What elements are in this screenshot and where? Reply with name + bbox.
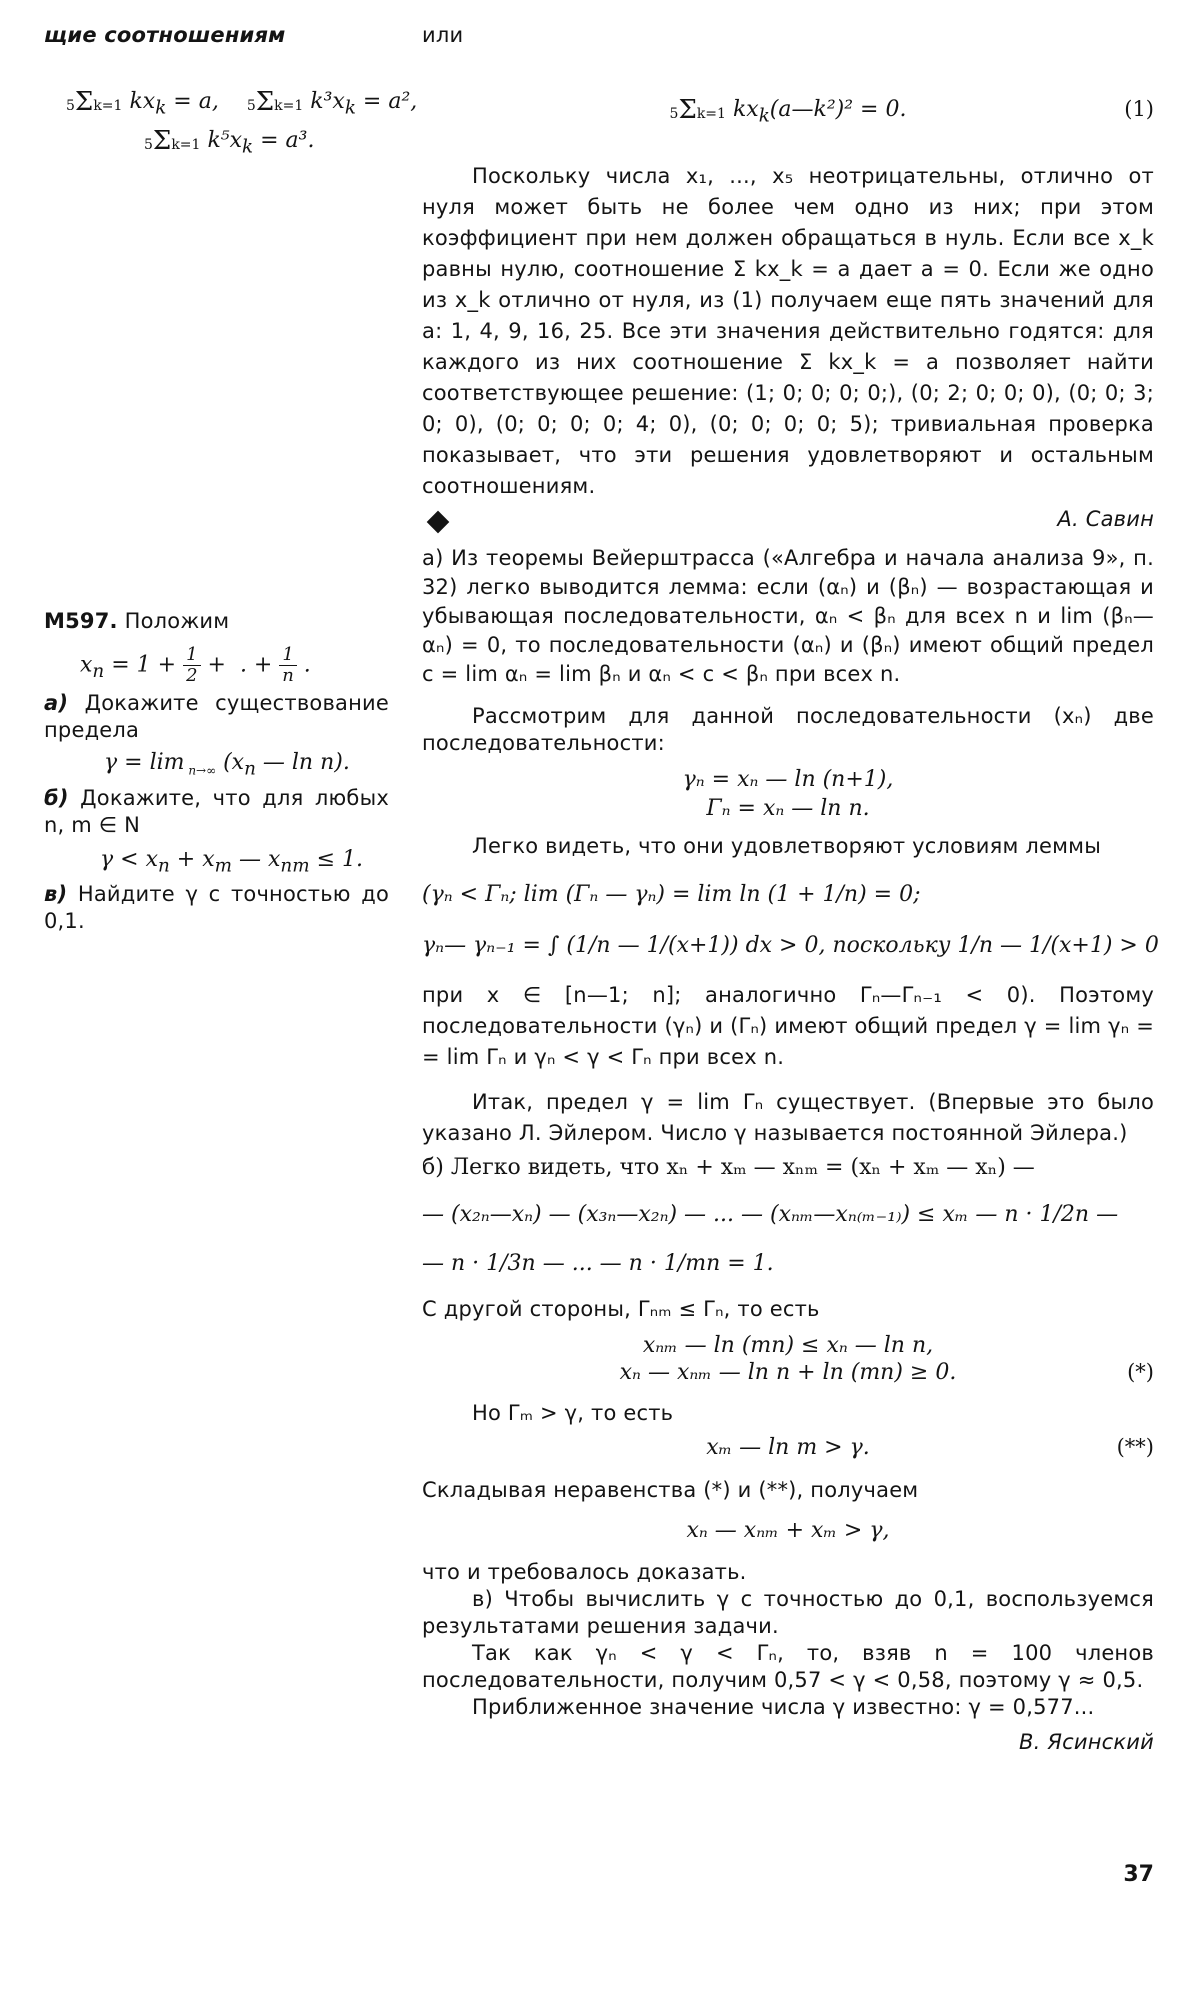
ineq4: xₙ — xₙₘ + xₘ > γ, <box>686 1518 890 1543</box>
top-word: или <box>422 23 464 47</box>
but: Но Γₘ > γ, то есть <box>472 1401 674 1425</box>
left-eq1: 5Σk=1 $kx_k = a$, 5Σk=1 $k^3x_k = a^2$, <box>66 87 418 119</box>
cond1: (γₙ < Γₙ; lim (Γₙ — γₙ) = lim ln (1 + 1/n) = 0; <box>422 882 921 907</box>
part-a-text: Докажите существование предела <box>44 691 389 742</box>
other-side: С другой стороны, Γₙₘ ≤ Γₙ, то есть <box>422 1297 820 1321</box>
tag-star: (*) <box>1127 1360 1154 1384</box>
ineq-b: $\gamma < x_n + x_m$ — $x_{nm} \le 1$. <box>100 847 364 877</box>
approx: Приближенное значение числа γ известно: γ = 0,577... <box>472 1695 1095 1719</box>
tag-star2: (**) <box>1116 1435 1154 1459</box>
part-b-label: б) <box>44 786 69 811</box>
part-b2: — (x₂ₙ—xₙ) — (x₃ₙ—x₂ₙ) — ... — (xₙₘ—xₙ₍ₘ₋₁₎) ≤ xₘ — n · 1/2n — <box>422 1202 1119 1227</box>
right-column <box>422 22 1159 1756</box>
page-number: 37 <box>1123 1862 1154 1887</box>
ineq3: xₘ — ln m > γ. <box>706 1435 870 1460</box>
ineq2-row <box>422 1358 1154 1392</box>
consider: Рассмотрим для данной последовательности (xₙ) две последовательности: <box>422 704 1154 755</box>
para2: при x ∈ [n—1; n]; аналогично Γₙ—Γₙ₋₁ < 0). Поэтому последовательности (γₙ) и (Γₙ) имеют общий предел γ = lim γₙ = = lim Γₙ и γₙ < γ < Γₙ при всех n. <box>422 983 1154 1069</box>
part-c-text: Найдите γ с точностью до 0,1. <box>44 881 389 933</box>
diamond-icon <box>427 511 450 534</box>
ineq3-row <box>422 1427 1154 1473</box>
easy: Легко видеть, что они удовлетворяют условиям леммы <box>472 834 1101 858</box>
part-a <box>44 690 389 744</box>
part-a-label: а) <box>44 691 69 715</box>
part-c-label: в) <box>44 881 68 906</box>
ineq2: xₙ — xₙₘ — ln n + ln (mn) ≥ 0. <box>619 1360 957 1385</box>
problem-id: М597. <box>44 609 118 633</box>
author1: А. Савин <box>1057 507 1154 531</box>
since: Так как γₙ < γ < Γₙ, то, взяв n = 100 членов последовательности, получим 0,57 < γ < 0,58, поэтому γ ≈ 0,5. <box>422 1641 1154 1692</box>
author1-row <box>422 506 1154 538</box>
seq2: Γₙ = xₙ — ln n. <box>706 796 870 821</box>
seq1: γₙ = xₙ — ln (n+1), <box>682 767 894 792</box>
qed: что и требовалось доказать. <box>422 1560 747 1584</box>
lemma-para: а) Из теоремы Вейерштрасса («Алгебра и начала анализа 9», п. 32) легко выводится лемма: если (αₙ) и (βₙ) — возрастающая и убывающая последовательности, αₙ < βₙ для всех n и lim (βₙ—αₙ) = 0, то последовательности (αₙ) и (βₙ) имеют общий предел c = lim αₙ = lim βₙ и αₙ < c < βₙ при всех n. <box>422 546 1154 686</box>
left-column <box>44 22 418 933</box>
para1: Поскольку числа x₁, ..., x₅ неотрицательны, отлично от нуля может быть не более чем одно из них; при этом коэффициент при нем должен обращаться в нуль. Если все x_k равны нулю, соотношение Σ kx_k = a дает a = 0. Если же одно из x_k отлично от нуля, из (1) получаем еще пять значений для a: 1, 4, 9, 16, 25. Все эти значения действительно годятся: для каждого из них соотношение Σ kx_k = a позволяет найти соответствующее решение: (1; 0; 0; 0; 0;), (0; 2; 0; 0; 0), (0; 0; 3; 0; 0), (0; 0; 0; 0; 4; 0), (0; 0; 0; 0; 5); тривиальная проверка показывает, что эти решения удовлетворяют и остальным соотношениям. <box>422 164 1154 498</box>
left-intro: щие соотношениям <box>44 23 286 47</box>
eq-tag: (1) <box>1124 97 1154 121</box>
ineq1: xₙₘ — ln (mn) ≤ xₙ — ln n, <box>642 1333 934 1358</box>
part-b3: — n · 1/3n — ... — n · 1/mn = 1. <box>422 1251 774 1276</box>
problem-intro: Положим <box>124 609 230 633</box>
problem-heading <box>44 608 389 635</box>
part-c <box>44 881 389 935</box>
part-c-solution: в) Чтобы вычислить γ с точностью до 0,1, воспользуемся результатами решения задачи. <box>422 1587 1154 1638</box>
part-b <box>44 785 389 839</box>
eq-main-row <box>422 89 1154 151</box>
left-eq2: 5Σk=1 $k^5x_k = a^3$. <box>144 126 315 158</box>
eq-main: 5Σk=1 $kx_k(a—k^2)^2 = 0$. <box>669 95 907 127</box>
author2: В. Ясинский <box>1019 1730 1154 1754</box>
gamma-def: γ = lim $_{n\to\infty}$ ($x_n$ — ln n). <box>104 750 350 780</box>
part-b1: б) Легко видеть, что xₙ + xₘ — xₙₘ = (xₙ + xₘ — xₙ) — <box>422 1155 1035 1180</box>
adding: Складывая неравенства (*) и (**), получаем <box>422 1478 919 1502</box>
para3: Итак, предел γ = lim Γₙ существует. (Впервые это было указано Л. Эйлером. Число γ называется постоянной Эйлера.) <box>422 1090 1154 1145</box>
def-xn: $x_n = 1$ + $\frac{1}{2}$ + . + $\frac{1}{n}$ . <box>80 644 311 686</box>
cond2: γₙ— γₙ₋₁ = ∫ (1/n — 1/(x+1)) dx > 0, поскольку 1/n — 1/(x+1) > 0 <box>422 933 1159 958</box>
part-b-text: Докажите, что для любых n, m ∈ N <box>44 786 389 838</box>
